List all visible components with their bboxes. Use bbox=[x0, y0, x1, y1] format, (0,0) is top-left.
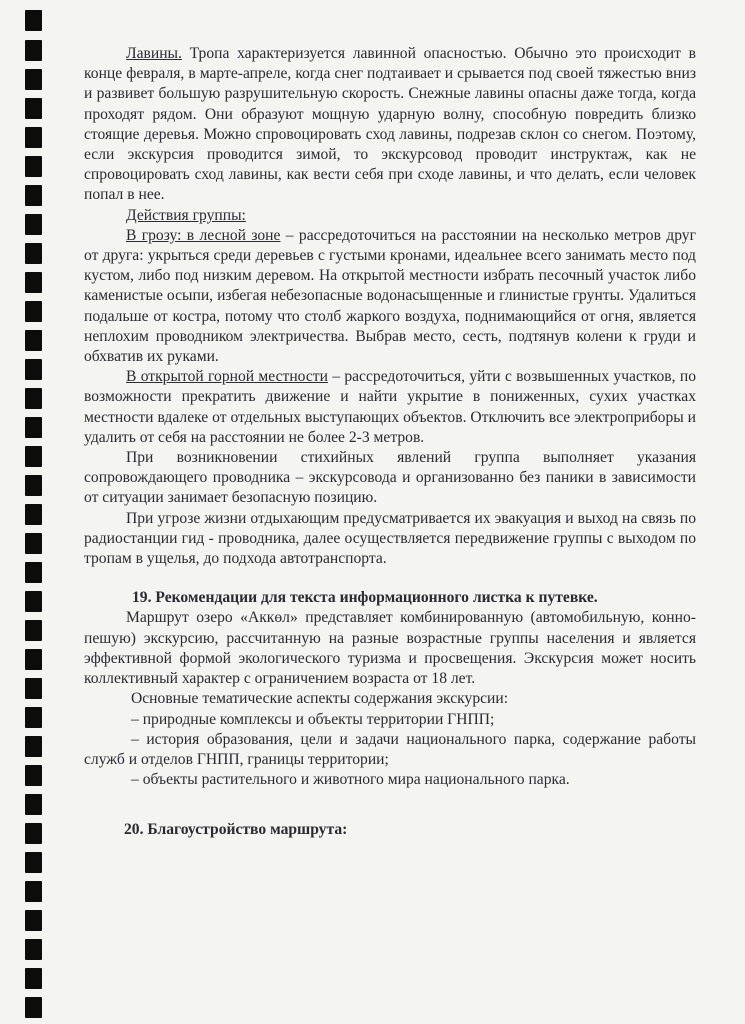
binding-hole bbox=[25, 736, 42, 757]
binding-hole bbox=[25, 678, 42, 699]
forest-text: – рассредоточиться на расстоянии на несколько метров друг от друга: укрыться среди деревьев с густыми кронами, идеальнее всего занимать место под кустом, либо под низким деревом. На открытой местности избрать песочный участок либо каменистые осыпи, избегая небезопасные водонасыщенные и глинистые грунты. Удалиться подальше от костра, потому что столб жаркого воздуха, поднимающийся от огня, является неплохим проводником электричества. Выбрав место, сесть, подтянув колени к груди и обхватив их руками. bbox=[84, 226, 696, 366]
binding-hole bbox=[25, 707, 42, 728]
aspects-intro: Основные тематические аспекты содержания экскурсии: bbox=[131, 690, 509, 708]
binding-hole bbox=[25, 591, 42, 612]
binding-hole bbox=[25, 910, 42, 931]
section-19-paragraph: Маршрут озеро «Аккөл» представляет комбинированную (автомобильную, конно-пешую) экскурсию, рассчитанную на разные возрастные группы населения и является эффективной формой экологического туризма и просвещения. Экскурсия может носить коллективный характер с ограничением возраста от 18 лет. bbox=[84, 609, 696, 688]
binding-hole bbox=[25, 939, 42, 960]
group-actions-heading: Действия группы: bbox=[126, 206, 246, 224]
mountain-paragraph bbox=[84, 367, 696, 448]
binding-hole bbox=[25, 968, 42, 989]
binding-hole bbox=[25, 243, 42, 264]
binding-hole bbox=[25, 359, 42, 380]
binding-hole bbox=[25, 446, 42, 467]
binding-hole bbox=[25, 417, 42, 438]
binding-hole bbox=[25, 98, 42, 119]
binding-hole bbox=[25, 649, 42, 670]
binding-hole bbox=[25, 562, 42, 583]
binding-hole bbox=[25, 10, 42, 31]
binding-hole bbox=[25, 794, 42, 815]
section-20-title: 20. Благоустройство маршрута: bbox=[124, 821, 348, 839]
binding-hole bbox=[25, 69, 42, 90]
evacuation-paragraph: При угрозе жизни отдыхающим предусматривается их эвакуация и выход на связь по радиостанции гид - проводника, далее осуществляется передвижение группы с выходом по тропам в ущелья, до подхода автотранспорта. bbox=[84, 509, 696, 568]
binding-hole bbox=[25, 214, 42, 235]
disaster-paragraph: При возникновении стихийных явлений группа выполняет указания сопровождающего проводника – экскурсовода и организованно без паники в зависимости от ситуации занимает безопасную позицию. bbox=[84, 449, 696, 507]
binding-hole bbox=[25, 127, 42, 148]
binding-hole bbox=[25, 301, 42, 322]
list-item: – объекты растительного и животного мира национального парка. bbox=[131, 771, 570, 789]
list-item: – природные комплексы и объекты территории ГНПП; bbox=[131, 710, 495, 728]
avalanche-text: Тропа характеризуется лавинной опасностью. Обычно это происходит в конце февраля, в марте-апреле, когда снег подтаивает и срывается под своей тяжестью вниз и развивет большую разрушительную скорость. Снежные лавины опасны даже тогда, когда проходят рядом. Они образуют мощную ударную волну, способную повредить близко стоящие деревья. Можно спровоцировать сход лавины, подрезав склон со снегом. Поэтому, если экскурсия проводится зимой, то экскурсовод проводит инструктаж, как не спровоцировать сход лавины, как вести себя при сходе лавины, и что делать, если человек попал в нее. bbox=[84, 45, 696, 204]
mountain-text: – рассредоточиться, уйти с возвышенных участков, по возможности прекратить движение и найти укрытие в пониженных, сухих участках местности вдалеке от отдельных выступающих объектов. Отключить все электроприборы и удалить от себя на расстоянии не более 2-3 метров. bbox=[84, 368, 697, 446]
binding-hole bbox=[25, 185, 42, 206]
avalanche-paragraph bbox=[84, 44, 696, 206]
binding-hole bbox=[25, 997, 42, 1018]
binding-hole bbox=[25, 156, 42, 177]
binding-hole bbox=[25, 881, 42, 902]
group-actions-heading-line bbox=[84, 206, 696, 226]
forest-label: В грозу: в лесной зоне bbox=[126, 226, 281, 244]
section-19-title: 19. Рекомендации для текста информационного листка к путевке. bbox=[132, 589, 598, 607]
binding-hole bbox=[25, 475, 42, 496]
avalanche-heading: Лавины. bbox=[126, 45, 182, 62]
list-item: – история образования, цели и задачи национального парка, содержание работы служб и отделов ГНПП, границы территории; bbox=[84, 730, 696, 768]
binding-hole bbox=[25, 823, 42, 844]
binding-hole bbox=[25, 504, 42, 525]
mountain-label: В открытой горной местности bbox=[126, 368, 328, 386]
spiral-binding bbox=[0, 0, 60, 1024]
binding-hole bbox=[25, 765, 42, 786]
document-page bbox=[84, 44, 696, 841]
binding-hole bbox=[25, 852, 42, 873]
binding-hole bbox=[25, 272, 42, 293]
binding-hole bbox=[25, 620, 42, 641]
forest-paragraph bbox=[84, 226, 696, 367]
binding-hole bbox=[25, 330, 42, 351]
binding-hole bbox=[25, 388, 42, 409]
binding-hole bbox=[25, 40, 42, 61]
binding-hole bbox=[25, 533, 42, 554]
